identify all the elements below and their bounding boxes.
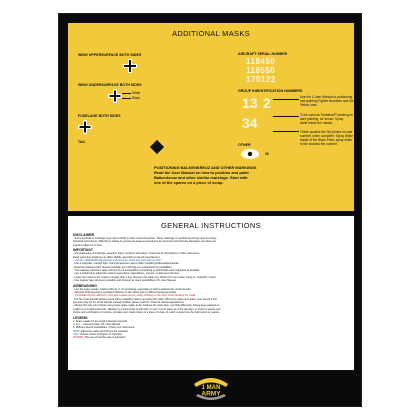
positioning-title: POSITIONING BALKENKREUZ AND OTHER MARKINGS — [154, 165, 257, 170]
tail-swastika-mask — [149, 139, 165, 155]
airbrushing-line: - Always first test your colours using some spare mask, as for instance the same blue, can look differently, having been painted on — [73, 304, 220, 308]
other-emblem-mask — [240, 148, 260, 160]
group-number: 13 — [242, 95, 258, 111]
wing-under-cross-mask — [108, 89, 122, 103]
important-heading: IMPORTANT — [73, 248, 93, 253]
general-instructions-panel — [67, 215, 355, 371]
one-man-army-logo — [190, 374, 232, 402]
legend-item: s: Spare masks for the small instruction stencils. — [73, 319, 128, 323]
airbrushing-line: - Airbrush while keeping a consistent distance to the object and try different spraying angles. — [73, 291, 177, 295]
disclaimer-line: - Some symbols or markings may refer to NAZI or other extremist parties. These markings or symbols are being used for purely — [73, 237, 217, 240]
important-line: - For positioning of markings, squadron signs, numbers and letters, check the kit instructions or other references. — [73, 252, 200, 256]
disclaimer-line: historical correctness. 1ManArmy wishes to express its deepest resentment for extremist and inhuman ideologies and does not — [73, 240, 216, 244]
additional-masks-panel — [67, 22, 355, 212]
wing-upper-label: WING UPPERSURFACE BOTH SIDES — [78, 53, 142, 57]
legend-item: TRANSF: The use of transfer tape is important — [73, 336, 126, 340]
important-line: - Leave the mask on the model no longer than 1 day. Remove the mask very slowly from the model, using an "unluckily" corner. — [73, 275, 217, 279]
masks-title: ADDITIONAL MASKS — [172, 29, 250, 38]
legend-item: a, b, c...: Layered mask. Cfr. User Manual — [73, 323, 121, 327]
group-note-3: These positive the 3rd period on side number, when complete: Spray White inside of the Black Paint, spray white to the shadow the number. — [300, 130, 353, 146]
cross-black-label: Black — [132, 96, 140, 100]
airbrushing-line: choice and combination of colours, simulate your mask colour on a piece of scrap, in order to determine the right colour or nuance. — [73, 311, 220, 315]
legend-item: COL: Choose colour of Regime to rephrase — [73, 333, 123, 337]
legend-heading: LEGEND: — [73, 315, 89, 320]
important-line: - Read the attached User Manual carefully, as it will help you understand its possibilities. — [73, 265, 173, 269]
group-note-2: To be used as Tentative/P marking on dark painting. Air sense: Spray white inside the masks. — [300, 113, 354, 125]
positioning-line-1: Read the User Manual on how to position and paint — [154, 170, 249, 175]
airbrushing-line: - Use the spare masks, marked with an 's', for practising, especially on how to airbrush the small stencils. — [73, 287, 192, 291]
instruction-sheet — [58, 13, 362, 407]
disclaimer-heading: DISCLAIMER — [73, 233, 95, 237]
important-line: - The masking material is quite soft and is not susceptible to stretching or deformation and maintains its flexibility. — [73, 269, 201, 273]
fuselage-cross-mask — [78, 120, 92, 134]
other-label: OTHER — [238, 143, 251, 147]
wing-under-label: WING UNDERSURFACE BOTH SIDES — [78, 83, 142, 87]
legend-item: 1: Different stencil possibilities. Check your references. — [73, 326, 135, 330]
aircraft-serial-label: AIRCRAFT SERIAL NUMBER — [238, 52, 288, 56]
positioning-line-2: Balkenkreuz and other similar markings. Start with — [154, 175, 248, 180]
wing-upper-cross-mask — [123, 59, 137, 73]
disclaimer-line: intend to offend or to hurt. — [73, 243, 103, 247]
group-number: 34 — [242, 115, 258, 131]
important-line-link[interactable]: - Visit the 1MANARMY.BE website and check the latest tips and tricks on TAG. — [73, 259, 162, 263]
airbrushing-golden-rule: - 1 GOLDEN RULE: Airbrush in thin and multiple layers, slowly building up the color. Avoid flooding the mask. — [73, 294, 196, 298]
group-ident-label: GROUP INDENTIFICATION NUMBERS — [238, 89, 303, 93]
serial-number: 170122 — [246, 75, 276, 84]
group-note-1: Use the 1 User Manual to positioning and painting Fighter Numbers and the Yellow ones. — [300, 95, 354, 107]
logo-top-text: 1 MAN — [201, 385, 221, 391]
airbrushing-line: a light or on a dark undercoat. 1ManArmy recommends to airbrush "on top" of your paint, as in the old days. In order to assess your — [73, 307, 221, 311]
airbrushing-line: (we dont pray for the small stencils instead of black, please read the 'colour & natural appearance). — [73, 301, 185, 305]
instructions-title: GENERAL INSTRUCTIONS — [161, 221, 261, 230]
serial-number: 118550 — [246, 66, 276, 75]
logo-bottom-text: ARMY — [201, 390, 221, 398]
other-number: 26 — [265, 152, 269, 156]
airbrushing-heading: AIRBRUSHING — [73, 283, 97, 288]
legend-item: TRIM: Adjust the mask according to the situation. — [73, 329, 129, 333]
important-line: Exact panel line positions can differ slightly, according to the kit manufacturer. — [73, 255, 161, 259]
important-line: - Use a magnifier, enough light, round tip tweezers and a sharp modelling knife/scalpel/needle. — [73, 262, 180, 266]
airbrushing-line: - For the small stencils always check with a magnifier, before removing the mask. When the mask turns black, your stencil is OK — [73, 297, 217, 301]
important-line: - Use transfer tape whenever possible and discover its many possibilities. Ch. User Manual. — [73, 279, 177, 283]
cross-white-label: White — [132, 91, 141, 95]
positioning-line-3: one of the spares on a piece of scrap. — [154, 180, 224, 185]
important-line: - Use a toothpick to adjust the mask to panel lines, indentations, corners, rounds and crannies. — [73, 272, 180, 276]
group-number: 2 — [263, 95, 271, 111]
serial-number: 118450 — [246, 57, 276, 66]
fuselage-label: FUSELAGE BOTH SIDES — [78, 114, 121, 118]
tail-label: TAIL — [78, 140, 86, 144]
